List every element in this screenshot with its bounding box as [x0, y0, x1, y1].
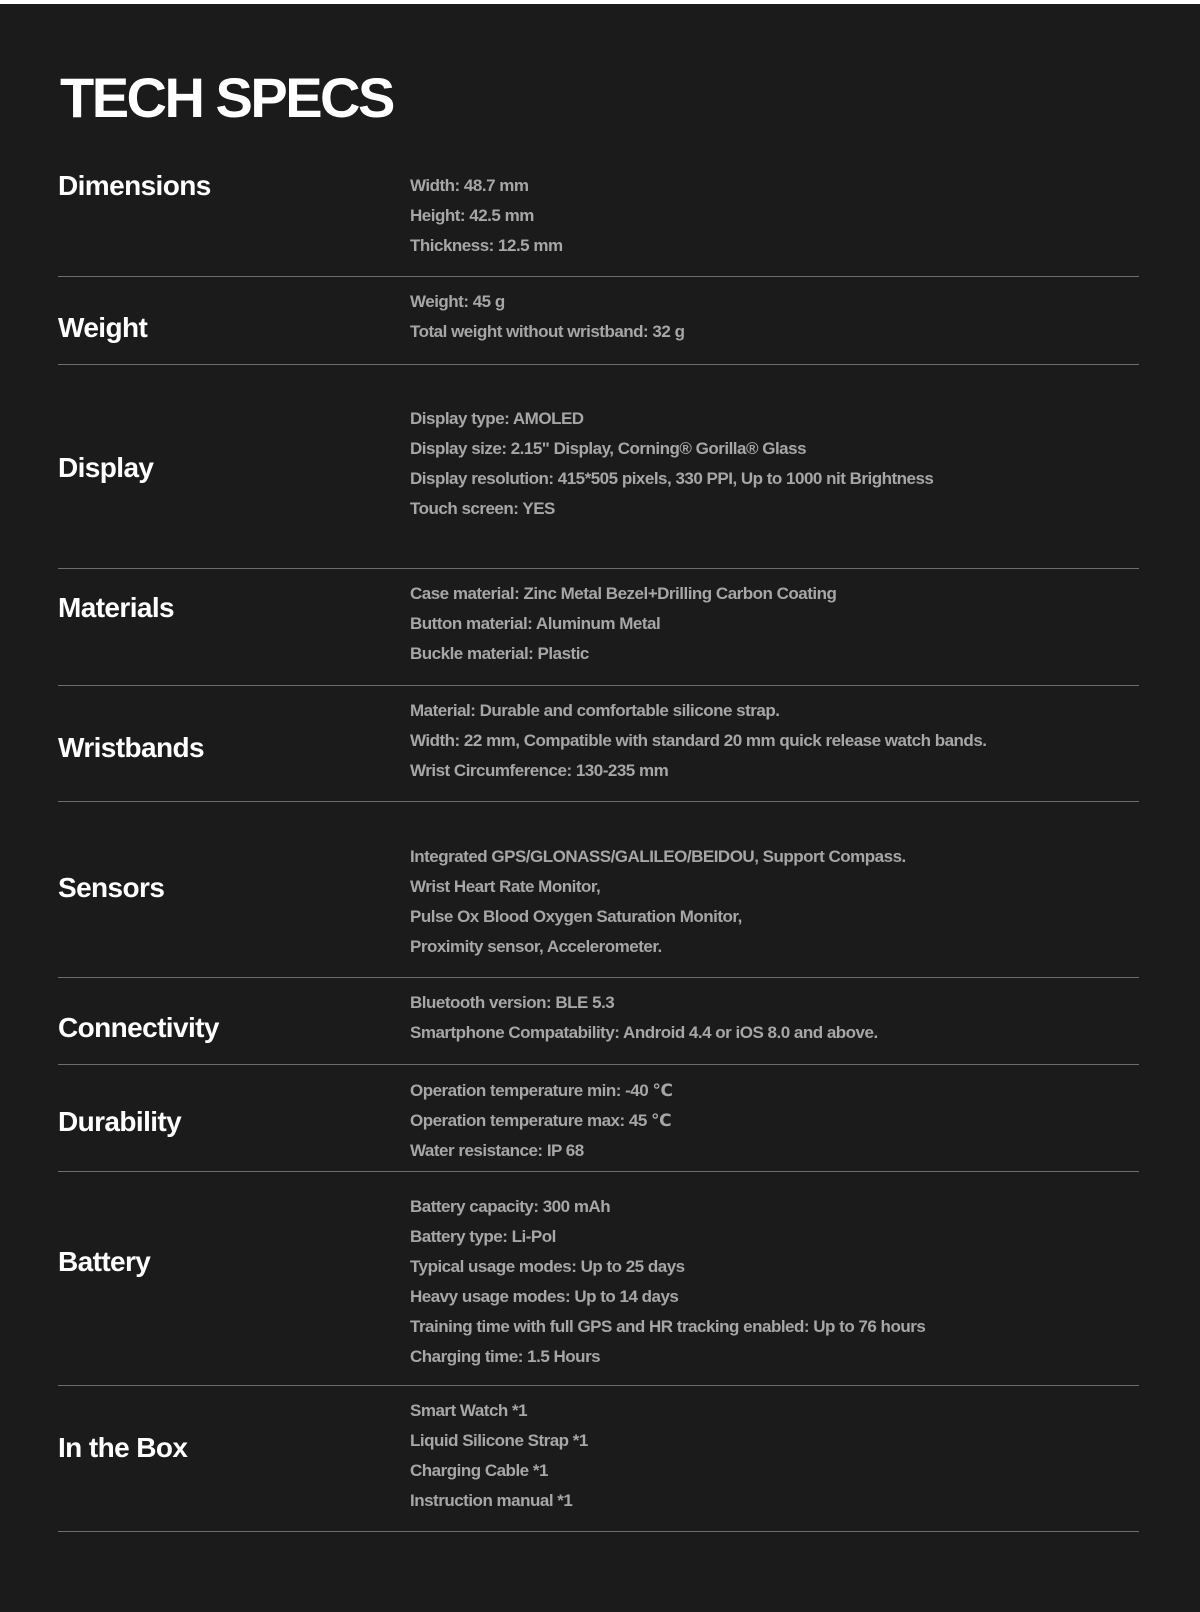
- spec-values: [410, 404, 933, 524]
- spec-value: Water resistance: IP 68: [410, 1141, 584, 1160]
- spec-value: Smartphone Compatability: Android 4.4 or iOS 8.0 and above.: [410, 1023, 878, 1042]
- spec-row-display: [58, 365, 1139, 569]
- spec-values: [410, 1076, 672, 1166]
- spec-value: Battery capacity: 300 mAh: [410, 1197, 611, 1216]
- spec-label: Dimensions: [58, 170, 211, 201]
- spec-value: Total weight without wristband: 32 g: [410, 322, 685, 341]
- spec-label: Wristbands: [58, 732, 204, 763]
- spec-label: Sensors: [58, 872, 165, 903]
- spec-value: Battery type: Li-Pol: [410, 1227, 556, 1246]
- spec-label: Durability: [58, 1106, 182, 1137]
- spec-value: Wrist Circumference: 130-235 mm: [410, 761, 669, 780]
- spec-label: Connectivity: [58, 1012, 219, 1043]
- spec-values: [410, 579, 836, 669]
- spec-value: Smart Watch *1: [410, 1401, 528, 1420]
- spec-row-battery: [58, 1172, 1139, 1386]
- spec-value: Button material: Aluminum Metal: [410, 614, 661, 633]
- spec-value: Display resolution: 415*505 pixels, 330 PPI, Up to 1000 nit Brightness: [410, 469, 934, 488]
- spec-value: Buckle material: Plastic: [410, 644, 589, 663]
- spec-row-sensors: [58, 802, 1139, 978]
- spec-value: Material: Durable and comfortable silicone strap.: [410, 701, 780, 720]
- spec-values: [410, 842, 906, 962]
- spec-label: Display: [58, 452, 154, 483]
- spec-value: Case material: Zinc Metal Bezel+Drilling Carbon Coating: [410, 584, 837, 603]
- tech-specs-section: [0, 4, 1200, 1612]
- page-title: TECH SPECS: [60, 66, 393, 129]
- spec-value: Instruction manual *1: [410, 1491, 573, 1510]
- spec-label: Materials: [58, 592, 174, 623]
- spec-label: In the Box: [58, 1432, 188, 1463]
- spec-value: Height: 42.5 mm: [410, 206, 534, 225]
- spec-row-connectivity: [58, 978, 1139, 1065]
- spec-values: [410, 171, 563, 261]
- spec-value: Display type: AMOLED: [410, 409, 584, 428]
- spec-value: Width: 22 mm, Compatible with standard 20 mm quick release watch bands.: [410, 731, 987, 750]
- spec-row-wristbands: [58, 686, 1139, 802]
- spec-value: Operation temperature min: -40 ℃: [410, 1081, 673, 1100]
- spec-value: Thickness: 12.5 mm: [410, 236, 563, 255]
- spec-value: Weight: 45 g: [410, 292, 505, 311]
- spec-value: Display size: 2.15" Display, Corning® Gorilla® Glass: [410, 439, 807, 458]
- spec-row-in-the-box: [58, 1386, 1139, 1532]
- spec-row-materials: [58, 569, 1139, 686]
- spec-label: Weight: [58, 312, 148, 343]
- spec-values: [410, 988, 878, 1048]
- spec-value: Touch screen: YES: [410, 499, 555, 518]
- spec-value: Bluetooth version: BLE 5.3: [410, 993, 615, 1012]
- spec-values: [410, 1396, 588, 1516]
- spec-value: Charging Cable *1: [410, 1461, 548, 1480]
- spec-row-dimensions: [58, 4, 1139, 277]
- spec-value: Liquid Silicone Strap *1: [410, 1431, 588, 1450]
- spec-value: Width: 48.7 mm: [410, 176, 529, 195]
- spec-values: [410, 287, 684, 347]
- spec-row-durability: [58, 1065, 1139, 1172]
- spec-value: Pulse Ox Blood Oxygen Saturation Monitor,: [410, 907, 742, 926]
- spec-value: Charging time: 1.5 Hours: [410, 1347, 601, 1366]
- spec-row-weight: [58, 277, 1139, 365]
- spec-value: Integrated GPS/GLONASS/GALILEO/BEIDOU, Support Compass.: [410, 847, 906, 866]
- spec-value: Wrist Heart Rate Monitor,: [410, 877, 601, 896]
- spec-values: [410, 1192, 925, 1372]
- spec-value: Training time with full GPS and HR tracking enabled: Up to 76 hours: [410, 1317, 926, 1336]
- spec-label: Battery: [58, 1246, 151, 1277]
- spec-value: Operation temperature max: 45 ℃: [410, 1111, 672, 1130]
- spec-value: Proximity sensor, Accelerometer.: [410, 937, 662, 956]
- spec-value: Typical usage modes: Up to 25 days: [410, 1257, 685, 1276]
- spec-value: Heavy usage modes: Up to 14 days: [410, 1287, 679, 1306]
- spec-values: [410, 696, 987, 786]
